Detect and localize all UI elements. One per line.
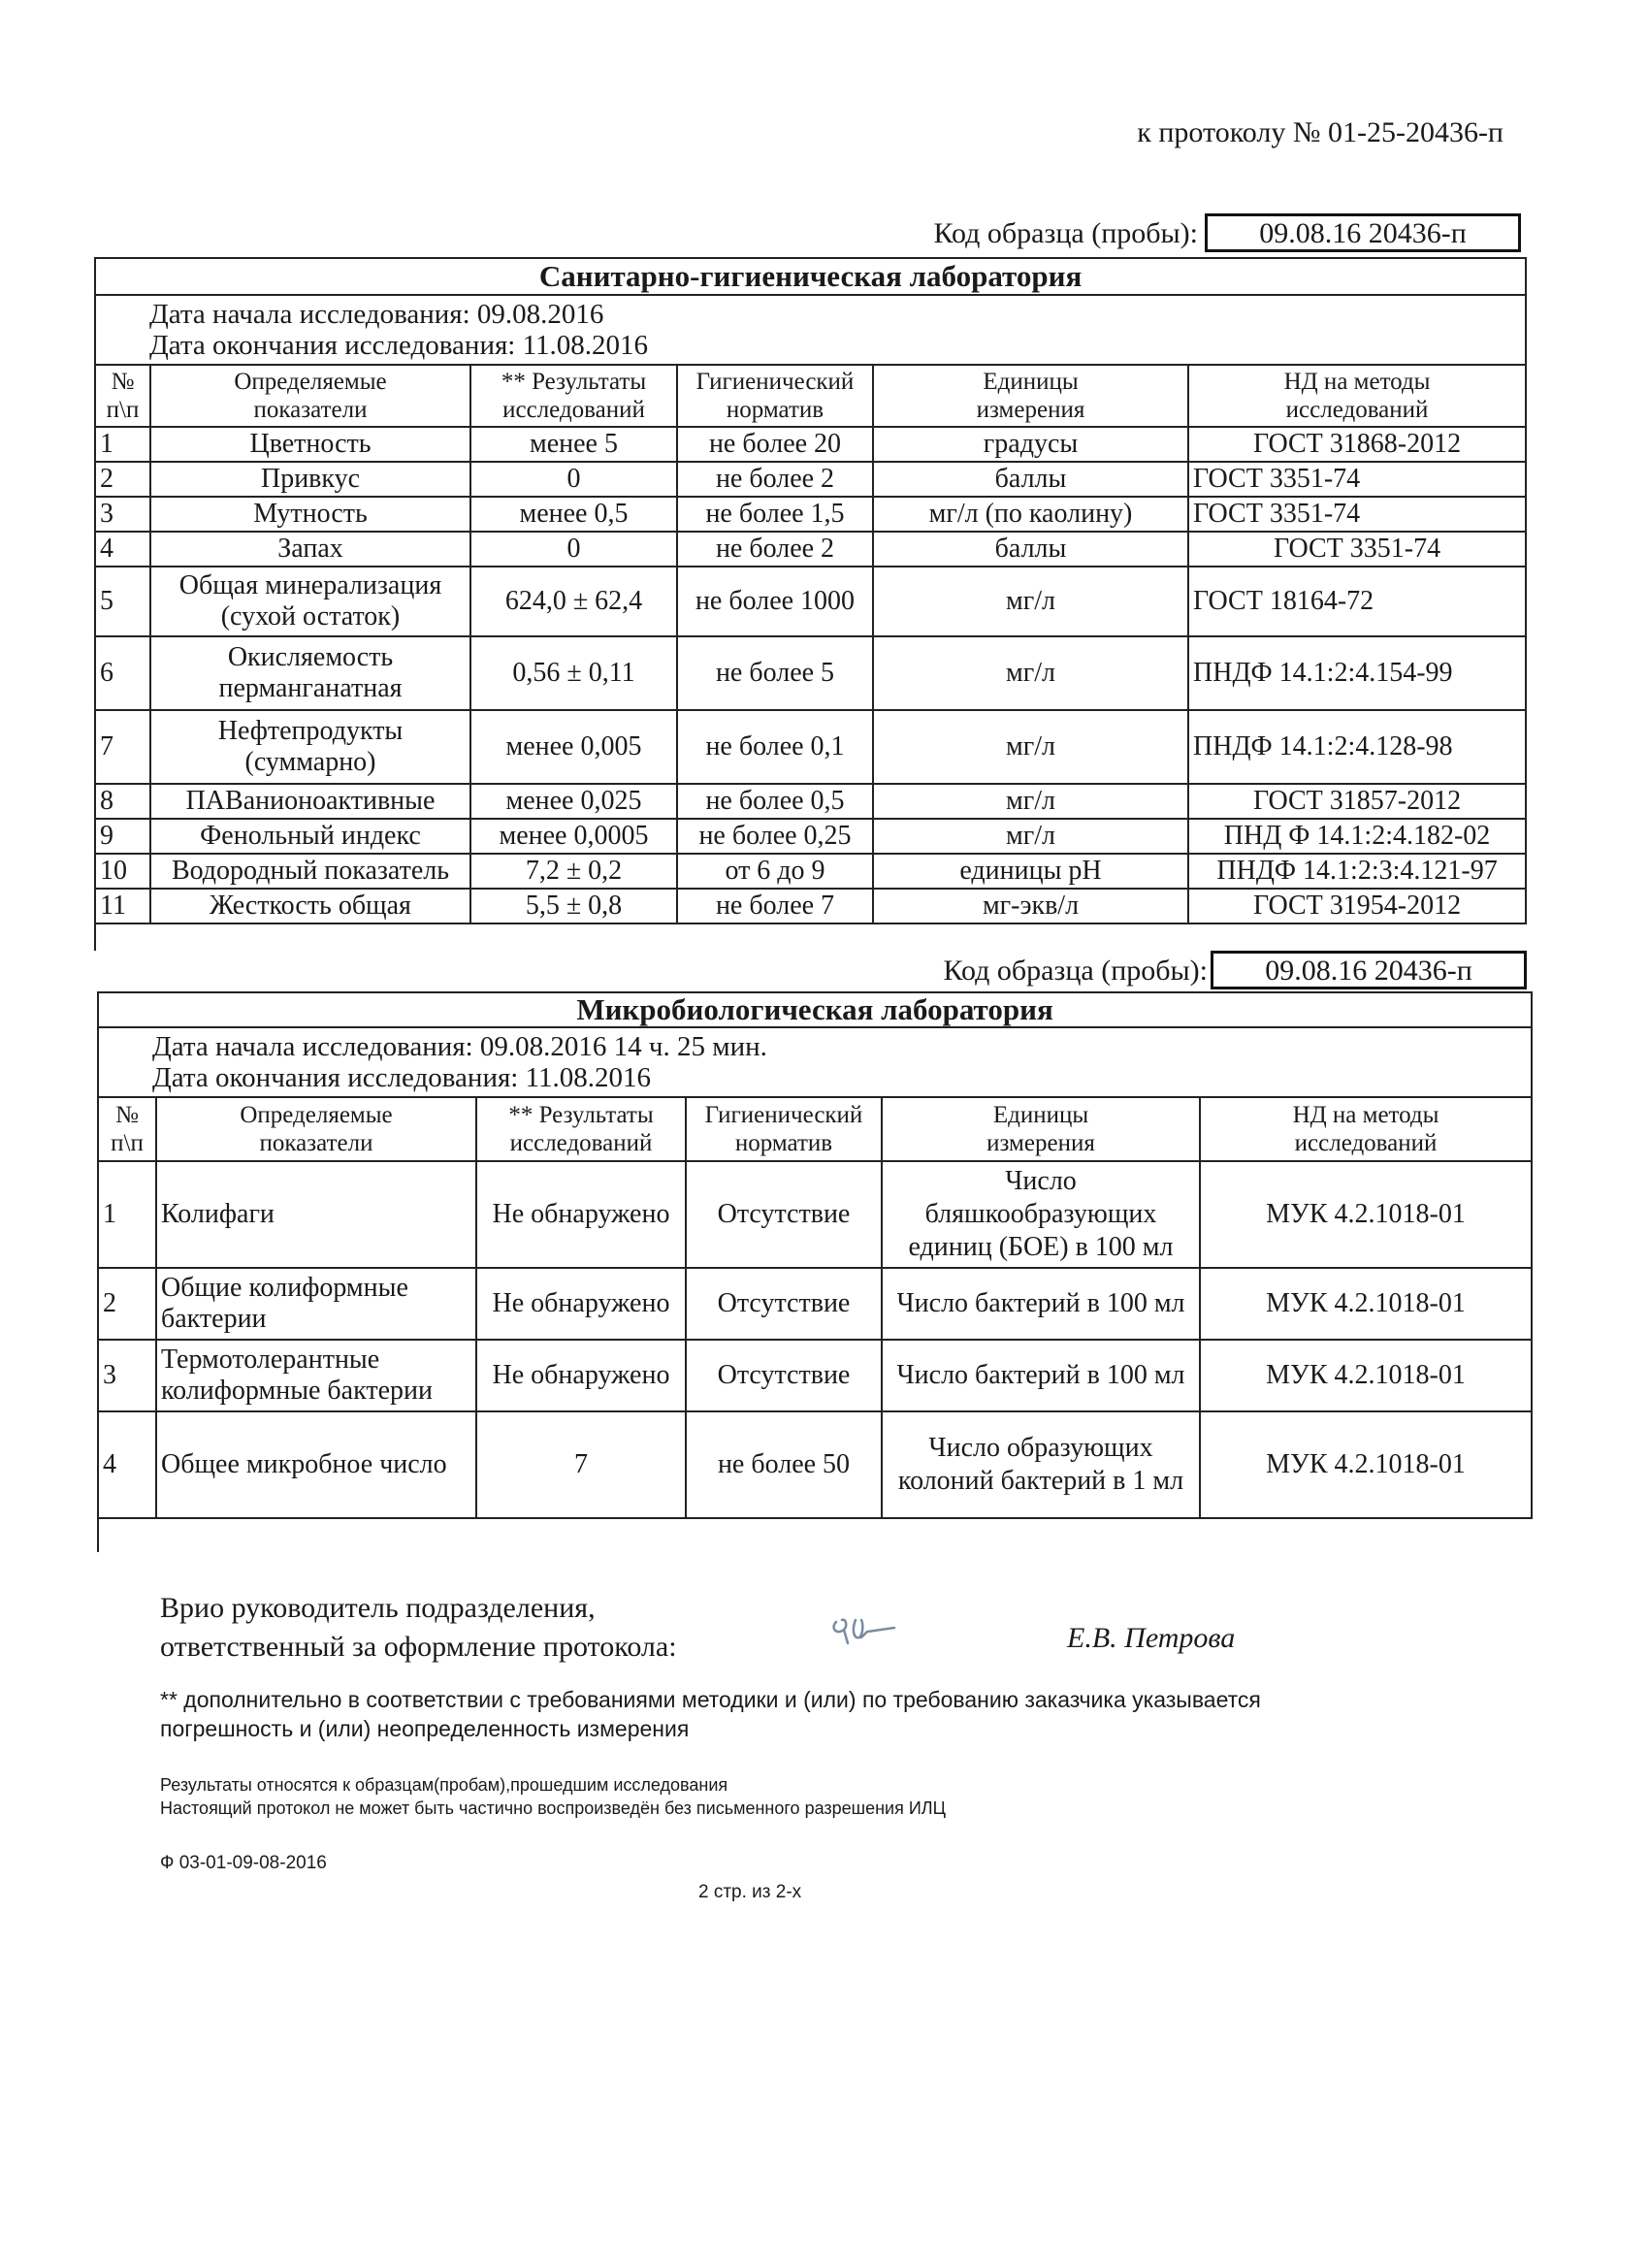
footnote bbox=[160, 1685, 1261, 1743]
row-method: ГОСТ 31954-2012 bbox=[1188, 889, 1526, 923]
form-code: Ф 03-01-09-08-2016 bbox=[160, 1853, 327, 1873]
row-param: Фенольный индекс bbox=[150, 819, 470, 854]
row-num: 1 bbox=[95, 427, 150, 462]
row-unit: мг-экв/л bbox=[873, 889, 1188, 923]
date-start: Дата начала исследования: 09.08.2016 14 ч. 25 мин. bbox=[152, 1031, 767, 1062]
table-row bbox=[95, 497, 1526, 532]
col-num: № п\п bbox=[95, 365, 150, 427]
date-end: Дата окончания исследования: 11.08.2016 bbox=[152, 1062, 652, 1093]
disclaimer bbox=[160, 1773, 946, 1820]
table-row bbox=[98, 1340, 1532, 1411]
row-norm: не более 20 bbox=[677, 427, 873, 462]
table-row bbox=[98, 1268, 1532, 1340]
disclaimer-line2: Настоящий протокол не может быть частично воспроизведён без письменного разрешения ИЛЦ bbox=[160, 1798, 946, 1818]
lab-title: Микробиологическая лаборатория bbox=[98, 992, 1532, 1027]
row-unit: мг/л bbox=[873, 784, 1188, 819]
row-method: ПНДФ 14.1:2:3:4.121-97 bbox=[1188, 854, 1526, 889]
table-row bbox=[95, 532, 1526, 567]
col-result: ** Результаты исследований bbox=[476, 1097, 686, 1161]
sample-code-label: Код образца (пробы): bbox=[933, 217, 1198, 249]
row-num: 8 bbox=[95, 784, 150, 819]
row-result: менее 5 bbox=[470, 427, 677, 462]
row-unit: градусы bbox=[873, 427, 1188, 462]
row-norm: не более 50 bbox=[686, 1411, 882, 1518]
row-num: 6 bbox=[95, 636, 150, 710]
row-unit: мг/л bbox=[873, 567, 1188, 636]
row-param: Колифаги bbox=[156, 1161, 476, 1268]
date-end: Дата окончания исследования: 11.08.2016 bbox=[149, 330, 649, 361]
table-border-tail bbox=[94, 916, 96, 951]
row-unit: Число бактерий в 100 мл bbox=[882, 1268, 1200, 1340]
row-norm: Отсутствие bbox=[686, 1161, 882, 1268]
col-method: НД на методы исследований bbox=[1188, 365, 1526, 427]
signer-name: Е.В. Петрова bbox=[1067, 1622, 1236, 1654]
table-row bbox=[95, 889, 1526, 923]
row-param: Водородный показатель bbox=[150, 854, 470, 889]
handwritten-signature bbox=[824, 1610, 912, 1659]
row-result: 0,56 ± 0,11 bbox=[470, 636, 677, 710]
col-result: ** Результаты исследований bbox=[470, 365, 677, 427]
footnote-line1: ** дополнительно в соответствии с требованиями методики и (или) по требованию заказчика указывается bbox=[160, 1687, 1261, 1712]
col-unit: Единицы измерения bbox=[882, 1097, 1200, 1161]
row-unit: мг/л (по каолину) bbox=[873, 497, 1188, 532]
footnote-line2: погрешность и (или) неопределенность измерения bbox=[160, 1716, 690, 1741]
col-unit: Единицы измерения bbox=[873, 365, 1188, 427]
col-norm: Гигиенический норматив bbox=[686, 1097, 882, 1161]
row-result: 624,0 ± 62,4 bbox=[470, 567, 677, 636]
row-norm: Отсутствие bbox=[686, 1340, 882, 1411]
row-method: МУК 4.2.1018-01 bbox=[1200, 1340, 1532, 1411]
row-param: Жесткость общая bbox=[150, 889, 470, 923]
table-row bbox=[98, 1411, 1532, 1518]
row-result: менее 0,0005 bbox=[470, 819, 677, 854]
row-unit: единицы рН bbox=[873, 854, 1188, 889]
row-param: Общее микробное число bbox=[156, 1411, 476, 1518]
table-row bbox=[95, 427, 1526, 462]
row-result: Не обнаружено bbox=[476, 1268, 686, 1340]
row-unit: Число бляшкообразующих единиц (БОЕ) в 100 мл bbox=[882, 1161, 1200, 1268]
row-norm: не более 2 bbox=[677, 462, 873, 497]
row-method: МУК 4.2.1018-01 bbox=[1200, 1268, 1532, 1340]
row-norm: не более 0,5 bbox=[677, 784, 873, 819]
row-result: 0 bbox=[470, 532, 677, 567]
table-header bbox=[95, 365, 1526, 427]
signature-role-line1: Врио руководитель подразделения, bbox=[160, 1592, 596, 1624]
sample-code-label: Код образца (пробы): bbox=[943, 955, 1208, 987]
col-param: Определяемые показатели bbox=[156, 1097, 476, 1161]
disclaimer-line1: Результаты относятся к образцам(пробам),прошедшим исследования bbox=[160, 1775, 728, 1795]
row-num: 1 bbox=[98, 1161, 156, 1268]
signature-role bbox=[160, 1589, 677, 1667]
col-method: НД на методы исследований bbox=[1200, 1097, 1532, 1161]
row-num: 5 bbox=[95, 567, 150, 636]
col-norm: Гигиенический норматив bbox=[677, 365, 873, 427]
lab-title: Санитарно-гигиеническая лаборатория bbox=[95, 258, 1526, 295]
sanitary-lab-table bbox=[94, 257, 1527, 924]
table-header bbox=[98, 1097, 1532, 1161]
protocol-reference: к протоколу № 01-25-20436-п bbox=[1137, 116, 1504, 148]
row-unit: баллы bbox=[873, 462, 1188, 497]
row-num: 3 bbox=[98, 1340, 156, 1411]
row-norm: не более 7 bbox=[677, 889, 873, 923]
row-num: 4 bbox=[95, 532, 150, 567]
row-result: 7,2 ± 0,2 bbox=[470, 854, 677, 889]
sample-code-value: 09.08.16 20436-п bbox=[1211, 951, 1527, 989]
col-num: № п\п bbox=[98, 1097, 156, 1161]
row-method: ПНД Ф 14.1:2:4.182-02 bbox=[1188, 819, 1526, 854]
row-method: ГОСТ 3351-74 bbox=[1188, 532, 1526, 567]
row-method: ГОСТ 31868-2012 bbox=[1188, 427, 1526, 462]
row-num: 2 bbox=[98, 1268, 156, 1340]
row-unit: баллы bbox=[873, 532, 1188, 567]
table-border-tail bbox=[97, 1513, 99, 1552]
row-unit: Число бактерий в 100 мл bbox=[882, 1340, 1200, 1411]
row-result: Не обнаружено bbox=[476, 1340, 686, 1411]
row-num: 9 bbox=[95, 819, 150, 854]
row-result: 5,5 ± 0,8 bbox=[470, 889, 677, 923]
row-norm: от 6 до 9 bbox=[677, 854, 873, 889]
row-norm: не более 0,1 bbox=[677, 710, 873, 784]
row-param: Окисляемость перманганатная bbox=[150, 636, 470, 710]
row-unit: мг/л bbox=[873, 636, 1188, 710]
row-num: 4 bbox=[98, 1411, 156, 1518]
row-method: ПНДФ 14.1:2:4.154-99 bbox=[1188, 636, 1526, 710]
table-row bbox=[95, 462, 1526, 497]
row-num: 11 bbox=[95, 889, 150, 923]
row-num: 2 bbox=[95, 462, 150, 497]
row-method: МУК 4.2.1018-01 bbox=[1200, 1411, 1532, 1518]
row-param: Общие колиформные бактерии bbox=[156, 1268, 476, 1340]
row-result: 0 bbox=[470, 462, 677, 497]
row-method: ГОСТ 31857-2012 bbox=[1188, 784, 1526, 819]
sample-code-row bbox=[0, 211, 1649, 252]
row-unit: мг/л bbox=[873, 819, 1188, 854]
row-norm: не более 5 bbox=[677, 636, 873, 710]
signature-role-line2: ответственный за оформление протокола: bbox=[160, 1631, 677, 1663]
date-start: Дата начала исследования: 09.08.2016 bbox=[149, 299, 604, 330]
row-num: 3 bbox=[95, 497, 150, 532]
row-method: ГОСТ 3351-74 bbox=[1188, 462, 1526, 497]
row-result: менее 0,005 bbox=[470, 710, 677, 784]
row-result: 7 bbox=[476, 1411, 686, 1518]
row-norm: не более 2 bbox=[677, 532, 873, 567]
row-method: МУК 4.2.1018-01 bbox=[1200, 1161, 1532, 1268]
row-param: Термотолерантные колиформные бактерии bbox=[156, 1340, 476, 1411]
row-num: 7 bbox=[95, 710, 150, 784]
micro-lab-table bbox=[97, 991, 1533, 1519]
page-number: 2 стр. из 2-х bbox=[698, 1882, 802, 1902]
row-param: ПАВанионоактивные bbox=[150, 784, 470, 819]
row-norm: не более 0,25 bbox=[677, 819, 873, 854]
row-norm: не более 1000 bbox=[677, 567, 873, 636]
sample-code-value: 09.08.16 20436-п bbox=[1205, 213, 1521, 252]
table-row bbox=[95, 784, 1526, 819]
row-result: менее 0,5 bbox=[470, 497, 677, 532]
row-result: менее 0,025 bbox=[470, 784, 677, 819]
row-param: Запах bbox=[150, 532, 470, 567]
row-method: ГОСТ 3351-74 bbox=[1188, 497, 1526, 532]
row-param: Привкус bbox=[150, 462, 470, 497]
study-dates bbox=[95, 295, 1526, 365]
row-param: Общая минерализация (сухой остаток) bbox=[150, 567, 470, 636]
row-method: ГОСТ 18164-72 bbox=[1188, 567, 1526, 636]
row-num: 10 bbox=[95, 854, 150, 889]
table-row bbox=[95, 567, 1526, 636]
row-result: Не обнаружено bbox=[476, 1161, 686, 1268]
table-row bbox=[95, 854, 1526, 889]
table-row bbox=[95, 710, 1526, 784]
study-dates bbox=[98, 1027, 1532, 1097]
row-param: Нефтепродукты (суммарно) bbox=[150, 710, 470, 784]
col-param: Определяемые показатели bbox=[150, 365, 470, 427]
row-norm: Отсутствие bbox=[686, 1268, 882, 1340]
sample-code-row bbox=[0, 949, 1649, 989]
table-row bbox=[95, 819, 1526, 854]
row-method: ПНДФ 14.1:2:4.128-98 bbox=[1188, 710, 1526, 784]
row-param: Мутность bbox=[150, 497, 470, 532]
row-unit: Число образующих колоний бактерий в 1 мл bbox=[882, 1411, 1200, 1518]
table-row bbox=[98, 1161, 1532, 1268]
row-norm: не более 1,5 bbox=[677, 497, 873, 532]
table-row bbox=[95, 636, 1526, 710]
row-param: Цветность bbox=[150, 427, 470, 462]
row-unit: мг/л bbox=[873, 710, 1188, 784]
